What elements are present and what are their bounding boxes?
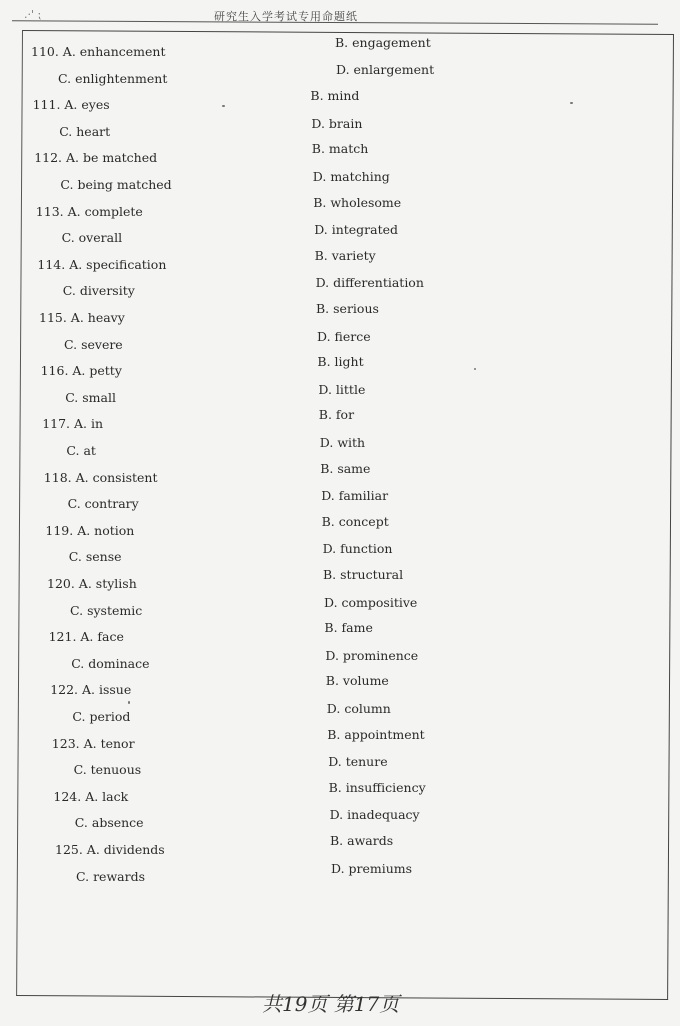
q122-option-c: C. period bbox=[72, 708, 131, 724]
q114-option-a: 114. A. specification bbox=[37, 256, 167, 272]
q112-option-b: B. match bbox=[311, 141, 369, 157]
q116-option-c: C. small bbox=[65, 389, 116, 405]
q122-option-d: D. column bbox=[326, 700, 391, 716]
q118-option-a: 118. A. consistent bbox=[43, 469, 158, 485]
q121-option-a: 121. A. face bbox=[48, 629, 124, 645]
q121-option-b: B. fame bbox=[324, 620, 373, 636]
q113-option-b: B. wholesome bbox=[313, 194, 402, 210]
page-header-title: 研究生入学考试专用命题纸 bbox=[214, 10, 358, 23]
q118-option-d: D. familiar bbox=[321, 488, 389, 504]
q112-option-d: D. matching bbox=[312, 168, 390, 184]
q111-option-c: C. heart bbox=[59, 123, 111, 139]
q125-option-a: 125. A. dividends bbox=[55, 842, 165, 857]
q125-option-c: C. rewards bbox=[76, 868, 145, 884]
q120-option-d: D. compositive bbox=[324, 594, 418, 610]
q112-option-c: C. being matched bbox=[60, 176, 172, 192]
q111-option-a: 111. A. eyes bbox=[32, 97, 110, 113]
q117-option-d: D. with bbox=[319, 434, 366, 450]
q113-option-d: D. integrated bbox=[314, 222, 399, 238]
q114-option-c: C. diversity bbox=[62, 283, 135, 299]
q124-option-d: D. inadequacy bbox=[329, 807, 420, 823]
q110-option-a: 110. A. enhancement bbox=[31, 44, 166, 59]
q122-option-a: 122. A. issue bbox=[50, 682, 132, 698]
q116-option-b: B. light bbox=[317, 354, 364, 370]
q117-option-a: 117. A. in bbox=[42, 416, 104, 432]
q123-option-b: B. appointment bbox=[327, 726, 425, 742]
q123-option-d: D. tenure bbox=[328, 754, 388, 770]
q120-option-a: 120. A. stylish bbox=[47, 576, 137, 591]
q118-option-c: C. contrary bbox=[67, 496, 139, 512]
q119-option-a: 119. A. notion bbox=[45, 522, 135, 538]
q110-option-b: B. engagement bbox=[335, 35, 431, 50]
q112-option-a: 112. A. be matched bbox=[34, 150, 158, 166]
q113-option-c: C. overall bbox=[61, 230, 123, 246]
q119-option-d: D. function bbox=[322, 541, 393, 557]
q115-option-a: 115. A. heavy bbox=[39, 310, 125, 325]
q119-option-b: B. concept bbox=[321, 513, 389, 529]
q111-option-b: B. mind bbox=[310, 88, 360, 104]
q110-option-d: D. enlargement bbox=[336, 62, 435, 77]
q113-option-a: 113. A. complete bbox=[35, 203, 143, 219]
q125-option-d: D. premiums bbox=[331, 860, 413, 876]
speck bbox=[128, 701, 130, 704]
q111-option-d: D. brain bbox=[311, 115, 363, 131]
q124-option-c: C. absence bbox=[74, 815, 144, 831]
q114-option-b: B. variety bbox=[314, 247, 376, 263]
q122-option-b: B. volume bbox=[325, 673, 389, 689]
q124-option-b: B. insufficiency bbox=[328, 779, 426, 795]
q123-option-a: 123. A. tenor bbox=[51, 735, 135, 751]
speck bbox=[570, 102, 573, 104]
speck bbox=[474, 368, 476, 370]
q115-option-c: C. severe bbox=[64, 336, 123, 352]
q114-option-d: D. differentiation bbox=[315, 275, 424, 291]
q119-option-c: C. sense bbox=[68, 549, 122, 565]
q125-option-b: B. awards bbox=[330, 833, 394, 848]
q120-option-b: B. structural bbox=[323, 567, 404, 582]
q120-option-c: C. systemic bbox=[70, 602, 143, 618]
scan-mark: .·' ⁏ bbox=[24, 8, 42, 21]
q110-option-c: C. enlightenment bbox=[58, 70, 168, 86]
q117-option-b: B. for bbox=[318, 407, 355, 423]
q116-option-d: D. little bbox=[318, 381, 366, 397]
q121-option-d: D. prominence bbox=[325, 647, 419, 663]
q115-option-b: B. serious bbox=[316, 301, 379, 316]
q117-option-c: C. at bbox=[66, 442, 96, 458]
q115-option-d: D. fierce bbox=[317, 328, 371, 344]
page-number-note: 共19页 第17页 bbox=[262, 992, 400, 1016]
q116-option-a: 116. A. petty bbox=[40, 363, 122, 379]
q123-option-c: C. tenuous bbox=[73, 762, 142, 778]
q118-option-b: B. same bbox=[320, 460, 371, 476]
speck bbox=[222, 105, 225, 107]
q124-option-a: 124. A. lack bbox=[53, 788, 129, 804]
q121-option-c: C. dominace bbox=[71, 655, 150, 671]
